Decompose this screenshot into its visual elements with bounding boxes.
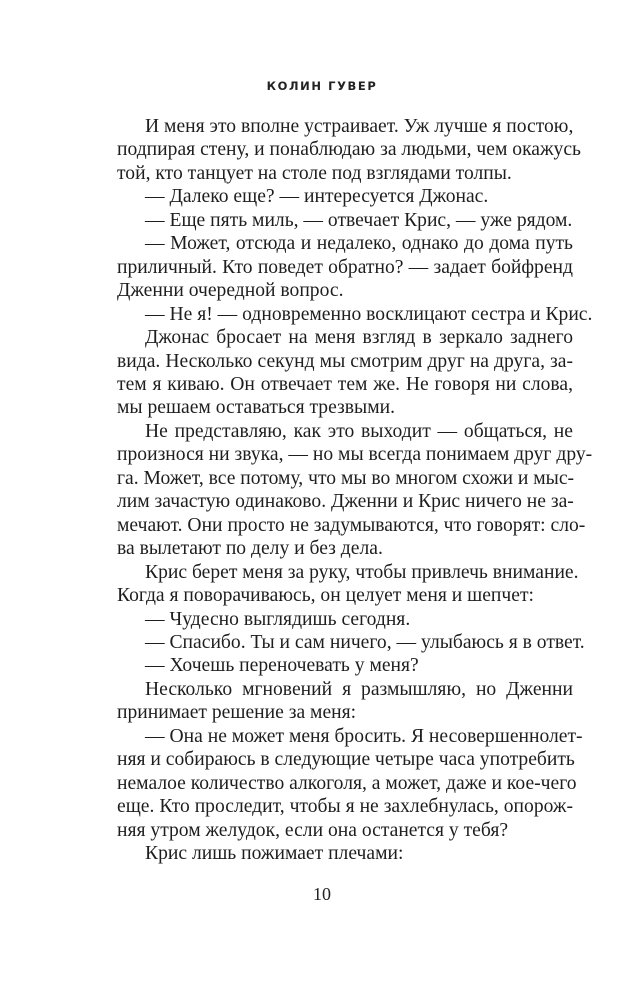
- text-line: Несколько мгновений я размышляю, но Дженни: [145, 678, 573, 700]
- text-line: Когда я поворачиваюсь, он целует меня и шепчет:: [117, 585, 534, 607]
- text-line: И меня это вполне устраивает. Уж лучше я постою,: [145, 116, 574, 137]
- text-line: мечают. Они просто не задумываются, что говорят: сло-: [117, 514, 586, 536]
- body-text: [117, 115, 593, 866]
- text-line: Крис лишь пожимает плечами:: [145, 843, 404, 865]
- text-line: приличный. Кто поведет обратно? — задает бойфренд: [117, 256, 573, 278]
- text-line: Джонас бросает на меня взгляд в зеркало заднего: [145, 327, 573, 349]
- text-line: — Может, отсюда и недалеко, однако до дома путь: [145, 233, 573, 255]
- text-line: той, кто танцует на столе под взглядами толпы.: [117, 162, 512, 184]
- text-line: вида. Несколько секунд мы смотрим друг на друга, за-: [117, 350, 573, 372]
- text-line: няя утром желудок, если она останется у тебя?: [117, 819, 509, 841]
- text-line: — Еще пять миль, — отвечает Крис, — уже рядом.: [145, 209, 573, 231]
- text-line: Дженни очередной вопрос.: [117, 280, 344, 302]
- text-line: немалое количество алкоголя, а может, даже и кое-чего: [117, 772, 577, 794]
- text-line: еще. Кто проследит, чтобы я не захлебнулась, опорож-: [117, 796, 573, 818]
- text-line: няя и собираюсь в следующие четыре часа употребить: [117, 749, 575, 771]
- text-line: Крис берет меня за руку, чтобы привлечь внимание.: [145, 561, 579, 583]
- text-line: — Она не может меня бросить. Я несовершеннолет-: [145, 725, 583, 747]
- text-line: — Чудесно выглядишь сегодня.: [145, 608, 411, 630]
- text-line: мы решаем оставаться трезвыми.: [117, 397, 395, 419]
- text-line: лим зачастую одинаково. Дженни и Крис ничего не за-: [117, 491, 574, 513]
- text-line: — Далеко еще? — интересуется Джонас.: [145, 186, 489, 208]
- text-line: тем я киваю. Он отвечает тем же. Не говоря ни слова,: [117, 373, 573, 395]
- text-line: принимает решение за меня:: [117, 702, 357, 724]
- text-line: произнося ни звука, — но мы всегда понимаем друг дру-: [117, 444, 593, 466]
- text-line: Не представляю, как это выходит — общаться, не: [145, 420, 573, 442]
- text-line: — Хочешь переночевать у меня?: [145, 655, 419, 677]
- running-header: КОЛИН ГУВЕР: [266, 79, 378, 93]
- text-line: га. Может, все потому, что мы во многом схожи и мыс-: [117, 467, 575, 489]
- text-line: — Не я! — одновременно восклицают сестра и Крис.: [145, 303, 593, 325]
- text-line: ва вылетают по делу и без дела.: [117, 538, 383, 560]
- text-line: — Спасибо. Ты и сам ничего, — улыбаюсь я в ответ.: [145, 631, 585, 653]
- text-line: подпирая стену, и понаблюдаю за людьми, чем окажусь: [117, 139, 581, 161]
- page-number: 10: [313, 884, 331, 904]
